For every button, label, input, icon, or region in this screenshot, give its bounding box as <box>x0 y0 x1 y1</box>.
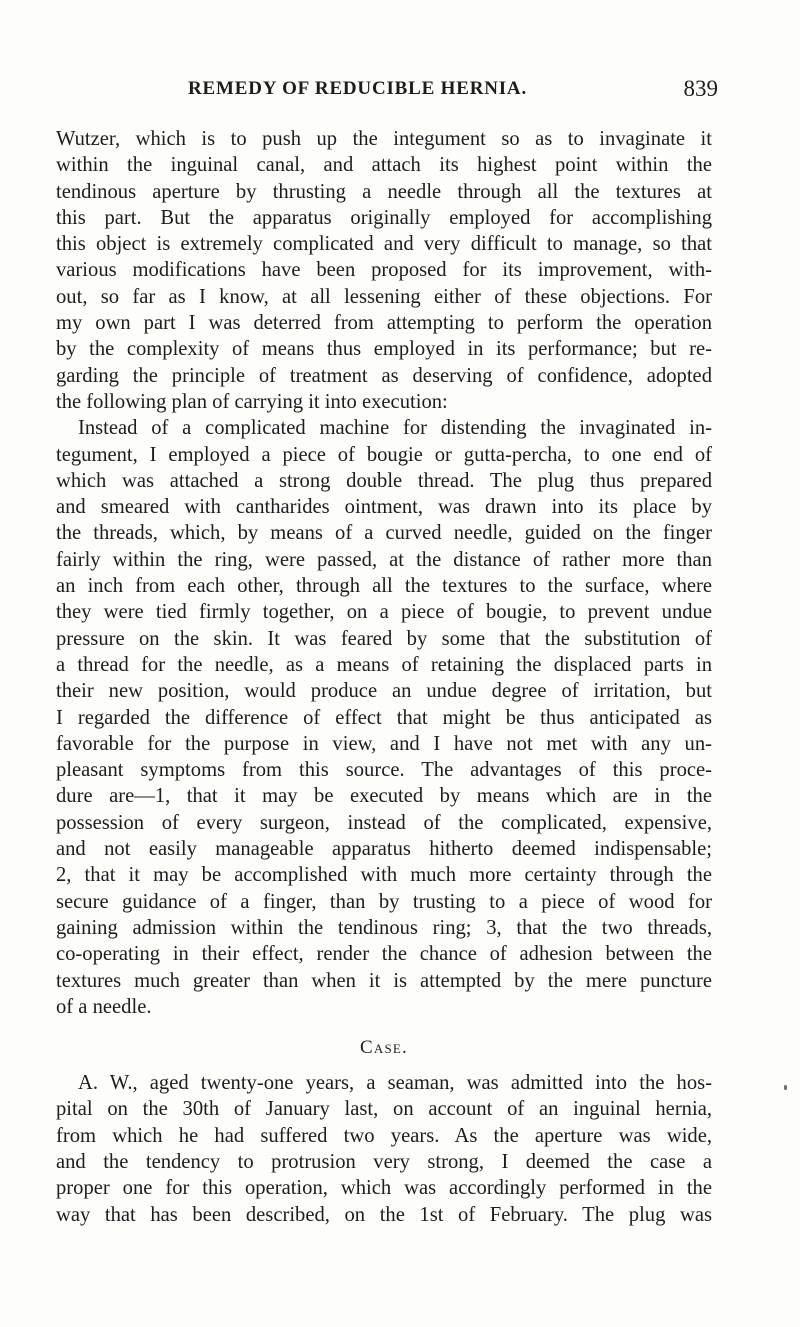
text-line: dure are—1, that it may be executed by means which are in the <box>56 785 712 808</box>
paragraph-3 <box>56 1070 712 1228</box>
text-line: an inch from each other, through all the textures to the surface, where <box>56 575 712 598</box>
page-number: 839 <box>683 76 718 101</box>
case-heading: Case. <box>360 1037 408 1059</box>
text-line: a thread for the needle, as a means of retaining the displaced parts in <box>56 653 712 676</box>
text-line: their new position, would produce an undue degree of irritation, but <box>56 680 712 703</box>
text-line: which was attached a strong double thread. The plug thus prepared <box>56 469 712 492</box>
text-line: within the inguinal canal, and attach its highest point within the <box>56 154 712 177</box>
text-line: pressure on the skin. It was feared by some that the substitution of <box>56 627 712 650</box>
text-line: tegument, I employed a piece of bougie or gutta-percha, to one end of <box>56 443 712 466</box>
text-line: tendinous aperture by thrusting a needle through all the textures at <box>56 180 712 203</box>
text-line: this object is extremely complicated and very difficult to manage, so that <box>56 233 712 256</box>
text-line: Instead of a complicated machine for distending the invaginated in- <box>78 417 712 440</box>
text-line: the following plan of carrying it into execution: <box>56 390 448 413</box>
text-line: Wutzer, which is to push up the integument so as to invaginate it <box>56 128 712 150</box>
text-line: A. W., aged twenty-one years, a seaman, was admitted into the hos- <box>78 1072 712 1095</box>
text-line: by the complexity of means thus employed in its performance; but re- <box>56 338 712 361</box>
text-line: out, so far as I know, at all lessening either of these objections. For <box>56 285 712 308</box>
text-line: co-operating in their effect, render the chance of adhesion between the <box>56 943 712 966</box>
text-line: proper one for this operation, which was accordingly performed in the <box>56 1177 712 1200</box>
text-line: textures much greater than when it is attempted by the mere puncture <box>56 969 712 992</box>
text-line: and smeared with cantharides ointment, was drawn into its place by <box>56 496 712 519</box>
text-line: favorable for the purpose in view, and I have not met with any un- <box>56 732 712 755</box>
text-line: of a needle. <box>56 995 152 1018</box>
text-line: I regarded the difference of effect that might be thus anticipated as <box>56 706 712 729</box>
text-line: way that has been described, on the 1st of February. The plug was <box>56 1203 712 1226</box>
text-line: and not easily manageable apparatus hitherto deemed indispensable; <box>56 838 712 861</box>
paragraph-1 <box>56 126 712 415</box>
text-line: and the tendency to protrusion very strong, I deemed the case a <box>56 1150 712 1173</box>
paragraph-2 <box>56 415 712 1020</box>
text-line: possession of every surgeon, instead of the complicated, expensive, <box>56 811 712 834</box>
text-line: pleasant symptoms from this source. The advantages of this proce- <box>56 759 712 782</box>
text-line: secure guidance of a finger, than by trusting to a piece of wood for <box>56 890 712 913</box>
text-line: the threads, which, by means of a curved needle, guided on the finger <box>56 522 712 545</box>
text-line: from which he had suffered two years. As the aperture was wide, <box>56 1124 712 1147</box>
text-line: this part. But the apparatus originally employed for accomplishing <box>56 206 712 229</box>
running-head <box>56 76 718 108</box>
text-line: various modifications have been proposed for its improvement, with- <box>56 259 712 282</box>
text-line: 2, that it may be accomplished with much more certainty through the <box>56 864 712 887</box>
running-title: REMEDY OF REDUCIBLE HERNIA. <box>188 78 527 99</box>
body-text <box>56 126 712 1228</box>
text-line: fairly within the ring, were passed, at the distance of rather more than <box>56 548 712 571</box>
ink-speck <box>784 1085 787 1090</box>
text-line: pital on the 30th of January last, on account of an inguinal hernia, <box>56 1098 712 1121</box>
text-line: garding the principle of treatment as deserving of confidence, adopted <box>56 364 712 387</box>
text-line: my own part I was deterred from attempting to perform the operation <box>56 312 712 335</box>
text-line: they were tied firmly together, on a piece of bougie, to prevent undue <box>56 601 712 624</box>
text-line: gaining admission within the tendinous ring; 3, that the two threads, <box>56 916 712 939</box>
